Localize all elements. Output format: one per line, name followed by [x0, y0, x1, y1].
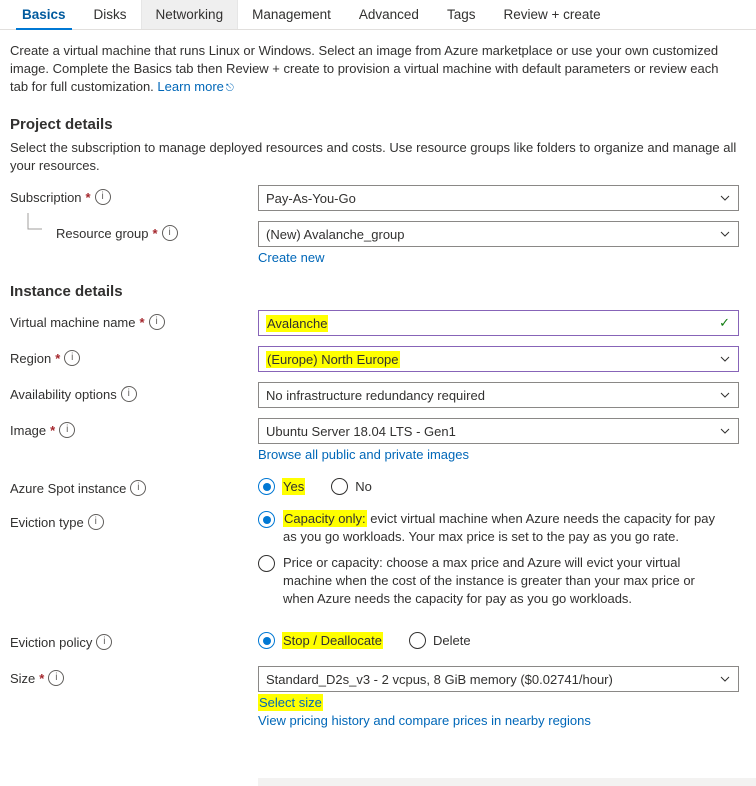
subscription-select[interactable] [258, 185, 739, 211]
browse-images [258, 447, 739, 462]
row-subscription [0, 185, 756, 211]
region-required-marker: * [55, 350, 61, 366]
resource-group-select[interactable] [258, 221, 739, 247]
subscription-label: Subscription [10, 189, 82, 205]
chevron-down-icon [720, 674, 730, 684]
chevron-down-icon [720, 193, 730, 203]
size-info-icon[interactable]: i [48, 670, 64, 686]
eviction-policy-field [258, 630, 739, 649]
size-value: Standard_D2s_v3 - 2 vcpus, 8 GiB memory ($0.02741/hour) [266, 671, 613, 687]
availability-options-label: Availability options [10, 386, 117, 402]
eviction-type-capacity-only-body: evict virtual machine when Azure needs the capacity for pay as you go workloads. Your max price is set to the pay as you go rate. [283, 511, 715, 544]
create-new-link[interactable]: Create new [258, 250, 325, 265]
image-field [258, 418, 739, 462]
eviction-type-price-or-capacity-body: choose a max price and Azure will evict your virtual machine when the cost of the instance is greater than your max price or when Azure needs the capacity for pay as you go workloads. [283, 555, 695, 606]
tab-networking[interactable] [141, 0, 239, 29]
row-region [0, 346, 756, 372]
eviction-policy-label-group [10, 630, 258, 650]
pricing-history-row [258, 713, 739, 728]
chevron-down-icon [720, 229, 730, 239]
pricing-history-link[interactable]: View pricing history and compare prices in nearby regions [258, 713, 591, 728]
chevron-down-icon [720, 354, 730, 364]
resource-group-field [258, 221, 739, 265]
tab-tags[interactable] [433, 0, 490, 29]
row-image [0, 418, 756, 462]
resource-group-value: (New) Avalanche_group [266, 226, 405, 242]
learn-more-link[interactable] [157, 79, 233, 94]
resource-group-label-group [10, 221, 258, 241]
tab-management[interactable] [238, 0, 345, 29]
subscription-required-marker: * [85, 189, 91, 205]
tab-review-create[interactable] [489, 0, 614, 29]
azure-spot-label-group [10, 476, 258, 496]
eviction-type-price-or-capacity-option[interactable] [258, 554, 728, 608]
wizard-tabs [0, 0, 756, 30]
availability-options-label-group [10, 382, 258, 402]
availability-options-field [258, 382, 739, 408]
image-label-group [10, 418, 258, 438]
tab-tags-label: Tags [446, 7, 476, 22]
subscription-field [258, 185, 739, 211]
tab-networking-label: Networking [155, 7, 224, 22]
tab-basics-label: Basics [22, 7, 66, 22]
image-value: Ubuntu Server 18.04 LTS - Gen1 [266, 423, 456, 439]
azure-spot-radio-group [258, 476, 739, 495]
azure-spot-no-option[interactable] [331, 478, 372, 495]
size-label-group [10, 666, 258, 686]
size-label: Size [10, 670, 36, 686]
subscription-value: Pay-As-You-Go [266, 190, 356, 206]
radio-unselected-icon [258, 555, 275, 572]
azure-spot-field [258, 476, 739, 495]
learn-more-label: Learn more [157, 79, 224, 94]
tab-advanced-label: Advanced [358, 7, 419, 22]
azure-spot-label: Azure Spot instance [10, 480, 127, 496]
eviction-type-capacity-only-text [283, 510, 728, 546]
tab-advanced[interactable] [345, 0, 433, 29]
project-details-heading: Project details [10, 116, 113, 133]
eviction-type-radio-group [258, 510, 728, 616]
eviction-policy-info-icon[interactable]: i [96, 634, 112, 650]
azure-spot-info-icon[interactable]: i [130, 480, 146, 496]
subscription-info-icon[interactable]: i [95, 189, 111, 205]
intro-text [0, 30, 754, 98]
row-eviction-type [0, 510, 756, 616]
region-info-icon[interactable]: i [64, 350, 80, 366]
eviction-policy-label: Eviction policy [10, 634, 93, 650]
browse-images-link[interactable]: Browse all public and private images [258, 447, 469, 462]
availability-options-select[interactable] [258, 382, 739, 408]
eviction-type-label: Eviction type [10, 514, 84, 530]
availability-options-info-icon[interactable]: i [121, 386, 137, 402]
vm-name-info-icon[interactable]: i [149, 314, 165, 330]
instance-details-form [0, 310, 756, 728]
radio-selected-icon [258, 511, 275, 528]
eviction-policy-delete-option[interactable] [409, 632, 471, 649]
region-label-group [10, 346, 258, 366]
vm-name-value: Avalanche [267, 315, 328, 331]
region-label: Region [10, 350, 52, 366]
chevron-down-icon [720, 426, 730, 436]
radio-selected-icon [258, 478, 275, 495]
select-size-link[interactable]: Select size [259, 695, 322, 710]
tab-disks[interactable] [80, 0, 141, 29]
region-field [258, 346, 739, 372]
row-vm-name [0, 310, 756, 336]
image-label: Image [10, 422, 47, 438]
eviction-type-price-or-capacity-title: Price or capacity: [283, 555, 383, 570]
tab-disks-label: Disks [93, 7, 127, 22]
image-select[interactable] [258, 418, 739, 444]
eviction-type-capacity-only-title: Capacity only: [284, 511, 366, 526]
vm-name-field [258, 310, 739, 336]
chevron-down-icon [720, 390, 730, 400]
eviction-type-info-icon[interactable]: i [88, 514, 104, 530]
row-resource-group [0, 221, 756, 265]
region-select[interactable] [258, 346, 739, 372]
row-size [0, 666, 756, 728]
eviction-policy-delete-label: Delete [433, 633, 471, 648]
tab-review-create-label: Review + create [503, 7, 601, 22]
row-availability-options [0, 382, 756, 408]
create-new-resource-group [258, 250, 739, 265]
azure-spot-no-label: No [355, 479, 372, 494]
vm-name-label-group [10, 310, 258, 330]
project-details-description: Select the subscription to manage deployed resources and costs. Use resource groups like folders to organize and manage all your resources. [10, 140, 737, 173]
tab-management-label: Management [252, 7, 331, 22]
tab-basics[interactable] [8, 0, 80, 29]
eviction-policy-stop-deallocate-label: Stop / Deallocate [283, 633, 383, 648]
resource-group-info-icon[interactable]: i [162, 225, 178, 241]
radio-unselected-icon [409, 632, 426, 649]
radio-unselected-icon [331, 478, 348, 495]
vm-name-required-marker: * [139, 314, 145, 330]
image-info-icon[interactable]: i [59, 422, 75, 438]
eviction-policy-radio-group [258, 630, 739, 649]
azure-spot-yes-option[interactable] [258, 478, 305, 495]
size-select[interactable] [258, 666, 739, 692]
bottom-strip [258, 778, 756, 786]
valid-check-icon: ✓ [719, 315, 730, 330]
eviction-policy-stop-deallocate-option[interactable] [258, 632, 383, 649]
size-required-marker: * [39, 670, 45, 686]
vm-name-label: Virtual machine name [10, 314, 136, 330]
eviction-type-price-or-capacity-text [283, 554, 728, 608]
subscription-label-group [10, 185, 258, 205]
resource-group-required-marker: * [152, 225, 158, 241]
region-value: (Europe) North Europe [267, 351, 399, 367]
project-details-form [0, 185, 756, 265]
tree-branch-icon [26, 213, 44, 239]
eviction-type-label-group [10, 510, 258, 530]
instance-details-heading: Instance details [10, 283, 123, 300]
vm-name-input[interactable] [258, 310, 739, 336]
select-size-row [258, 695, 739, 710]
radio-selected-icon [258, 632, 275, 649]
intro-paragraph: Create a virtual machine that runs Linux or Windows. Select an image from Azure marketplace or use your own customized image. Complete the Basics tab then Review + create to provision a virtual machine with default parameters or review each tab for full customization. [10, 43, 719, 94]
availability-options-value: No infrastructure redundancy required [266, 387, 485, 403]
external-link-icon: ⎋ [225, 83, 234, 94]
row-azure-spot-instance [0, 476, 756, 496]
size-field [258, 666, 739, 728]
eviction-type-capacity-only-option[interactable] [258, 510, 728, 546]
image-required-marker: * [50, 422, 56, 438]
row-eviction-policy [0, 630, 756, 650]
azure-spot-yes-label: Yes [283, 479, 305, 494]
resource-group-label: Resource group [56, 225, 149, 241]
